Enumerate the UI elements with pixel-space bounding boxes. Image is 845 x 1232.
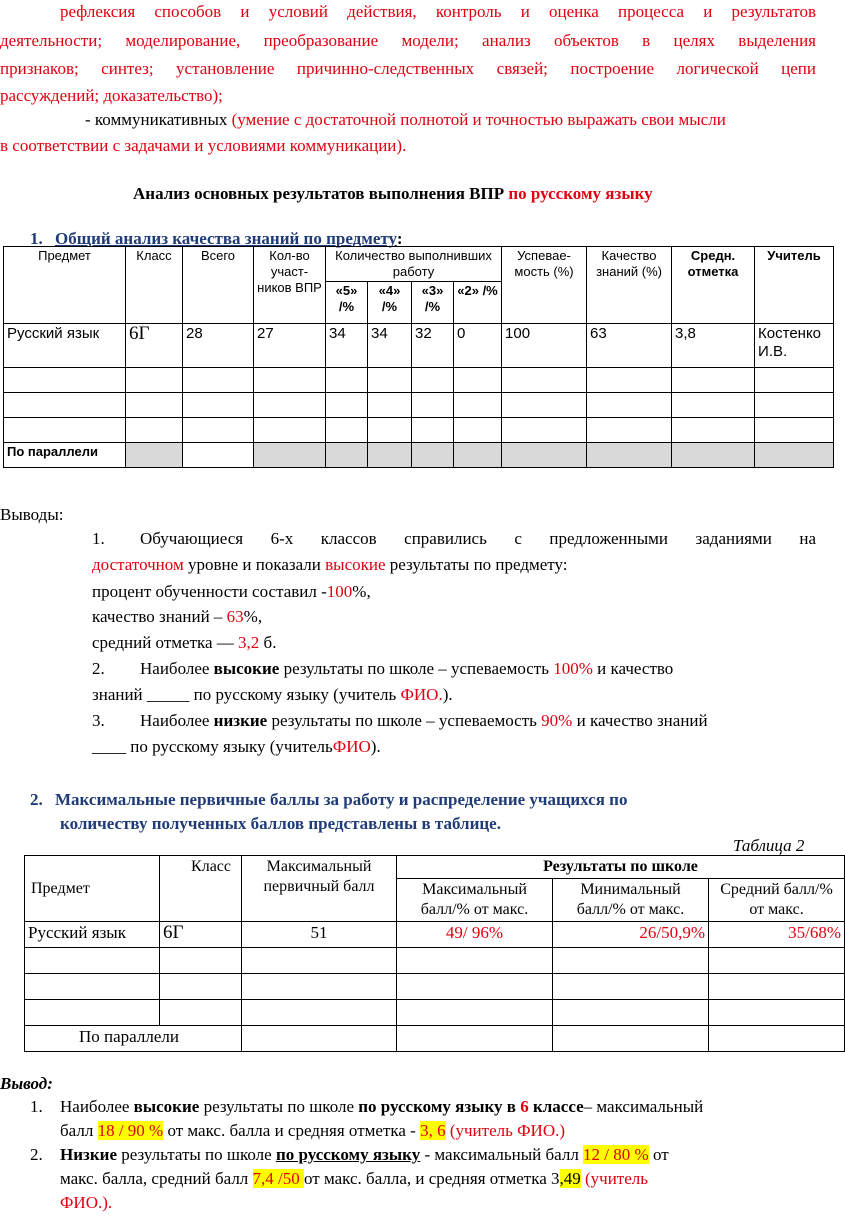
conclusion-2-b: результаты по школе – успеваемость bbox=[279, 659, 554, 678]
intro-comm-line-2: в соответствии с задачами и условиями коммуникации). bbox=[0, 136, 407, 155]
avg-suffix: б. bbox=[259, 633, 277, 652]
cell-g4: 34 bbox=[368, 324, 412, 368]
conclusion-2-a: Наиболее bbox=[140, 659, 214, 678]
c2-i1-c: – максимальный bbox=[583, 1097, 704, 1116]
header-teacher: Учитель bbox=[755, 247, 834, 324]
comm-red: (умение с достаточной полнотой и точностью выражать свои мысли bbox=[231, 110, 726, 129]
section1-number: 1. bbox=[30, 229, 43, 248]
conclusion-1-line-2 bbox=[92, 553, 568, 577]
conclusion-1-text: Обучающиеся 6-х классов справились с предложенными заданиями на bbox=[140, 529, 816, 548]
t2-header-max: Максимальный балл/% от макс. bbox=[397, 879, 553, 922]
conclusion-2-line-1 bbox=[92, 657, 673, 681]
t2-cell-max-primary: 51 bbox=[242, 922, 397, 948]
c2-item-1-line-2 bbox=[60, 1119, 565, 1143]
conclusion-3-a: Наиболее bbox=[140, 711, 214, 730]
c2-item-1-number: 1. bbox=[30, 1097, 43, 1116]
table-row bbox=[4, 418, 834, 443]
c2-i1-l2-hl: 18 / 90 % bbox=[97, 1121, 164, 1140]
cell-participants: 27 bbox=[254, 324, 326, 368]
header-g2: «2» /% bbox=[454, 282, 502, 324]
section2-heading-line-2: количеству полученных баллов представлены в таблице. bbox=[60, 814, 501, 833]
c2-item-2-line-2 bbox=[60, 1167, 648, 1191]
cell-teacher: Костенко И.В. bbox=[755, 324, 834, 368]
c2-i2-l2-a: макс. балла, средний балл bbox=[60, 1169, 253, 1188]
section2-title-1: Максимальные первичные баллы за работу и распределение учащихся по bbox=[55, 790, 628, 809]
c2-i1-l2-red: (учитель ФИО.) bbox=[445, 1121, 566, 1140]
cell-class: 6Г bbox=[126, 324, 183, 368]
c2-i2-l2-hl2: ,49 bbox=[559, 1169, 581, 1188]
c2-item-2-line-1 bbox=[30, 1143, 669, 1167]
table-row bbox=[25, 922, 845, 948]
table-row bbox=[4, 324, 834, 368]
conclusion-3-number: 3. bbox=[92, 711, 105, 730]
quality-value: 63 bbox=[226, 607, 244, 626]
intro-line-1: рефлексия способов и условий действия, контроль и оценка процесса и результатов bbox=[60, 2, 816, 21]
conclusion-1-number: 1. bbox=[92, 529, 105, 548]
t2-header-max-primary: Максимальный первичный балл bbox=[242, 856, 397, 922]
c2-i2-a: результаты по школе bbox=[117, 1145, 276, 1164]
cell-total: 28 bbox=[183, 324, 254, 368]
header-subject: Предмет bbox=[4, 247, 126, 324]
table-row bbox=[25, 948, 845, 974]
conclusion-3-bold: низкие bbox=[213, 711, 268, 730]
cell-subject: Русский язык bbox=[4, 324, 126, 368]
c2-i1-bold1: высокие bbox=[133, 1097, 200, 1116]
t2-cell-avg: 35/68% bbox=[709, 922, 845, 948]
table-row bbox=[25, 974, 845, 1000]
intro-line-3: признаков; синтез; установление причинно-следственных связей; построение логической цепи bbox=[0, 59, 816, 78]
c2-i1-red6: 6 bbox=[520, 1097, 529, 1116]
conclusion-3-b: результаты по школе – успеваемость bbox=[267, 711, 542, 730]
conclusion-2-line-2 bbox=[92, 683, 453, 707]
t2-parallel-label: По параллели bbox=[25, 1026, 242, 1052]
conclusion-1-line-1 bbox=[92, 527, 816, 551]
intro-comm-line bbox=[85, 108, 726, 132]
t2-header-subject: Предмет bbox=[25, 856, 160, 922]
c2-i2-l2-b: от макс. балла, и средняя отметка 3 bbox=[304, 1169, 560, 1188]
comm-prefix: - коммуникативных bbox=[85, 110, 232, 129]
table2-caption: Таблица 2 bbox=[733, 836, 805, 855]
c2-item-2-line-3: ФИО.). bbox=[60, 1193, 113, 1212]
t2-header-results: Результаты по школе bbox=[397, 856, 845, 879]
conclusion-1-mid: уровне и показали bbox=[183, 555, 326, 574]
c2-i2-l2-red: (учитель bbox=[580, 1169, 649, 1188]
parallel-row bbox=[25, 1026, 845, 1052]
success-suffix: %, bbox=[352, 582, 371, 601]
conclusion-2-l2-b: ). bbox=[442, 685, 453, 704]
conclusion-2-red: 100% bbox=[553, 659, 593, 678]
c2-i1-a: Наиболее bbox=[60, 1097, 134, 1116]
table-row bbox=[25, 1000, 845, 1026]
success-value: 100 bbox=[326, 582, 353, 601]
header-g5: «5» /% bbox=[326, 282, 368, 324]
conclusion-3-c: и качество знаний bbox=[572, 711, 708, 730]
table-row bbox=[4, 393, 834, 418]
t2-cell-max: 49/ 96% bbox=[397, 922, 553, 948]
c2-i1-l2-a: балл bbox=[60, 1121, 98, 1140]
success-prefix: процент обученности составил - bbox=[92, 582, 327, 601]
t2-header-min: Минимальный балл/% от макс. bbox=[553, 879, 709, 922]
conclusion-2-c: и качество bbox=[592, 659, 674, 678]
cell-success: 100 bbox=[502, 324, 587, 368]
quality-suffix: %, bbox=[243, 607, 263, 626]
results-table bbox=[3, 246, 834, 468]
intro-line-2: деятельности; моделирование, преобразование модели; анализ объектов в целях выделения bbox=[0, 31, 816, 50]
c2-i2-bold1: Низкие bbox=[60, 1145, 117, 1164]
t2-cell-class: 6Г bbox=[160, 922, 242, 948]
conclusions-label: Выводы: bbox=[0, 505, 64, 524]
parallel-label: По параллели bbox=[4, 443, 126, 468]
conclusion-3-red: 90% bbox=[541, 711, 573, 730]
cell-quality: 63 bbox=[587, 324, 672, 368]
c2-item-2-number: 2. bbox=[30, 1145, 43, 1164]
section1-title: Общий анализ качества знаний по предмету bbox=[55, 229, 397, 248]
c2-i2-b: - максимальный балл bbox=[420, 1145, 584, 1164]
conclusion-2-l2-red: ФИО. bbox=[400, 685, 443, 704]
intro-line-4: рассуждений; доказательство); bbox=[0, 86, 223, 105]
page-title bbox=[133, 182, 653, 206]
success-line bbox=[92, 580, 371, 604]
avg-line bbox=[92, 631, 276, 655]
header-g3: «3» /% bbox=[412, 282, 454, 324]
t2-cell-subject: Русский язык bbox=[25, 922, 160, 948]
quality-prefix: качество знаний – bbox=[92, 607, 227, 626]
c2-i1-bold2: по русскому языку в bbox=[358, 1097, 521, 1116]
c2-i2-bold2: по русскому языку bbox=[275, 1145, 421, 1164]
c2-i1-l2-b: от макс. балла и средняя отметка - bbox=[163, 1121, 421, 1140]
conclusion-2-l2-a: знаний _____ по русскому языку (учитель bbox=[92, 685, 401, 704]
conclusion-2-bold: высокие bbox=[213, 659, 280, 678]
quality-line bbox=[92, 605, 262, 629]
scores-table bbox=[24, 855, 845, 1052]
avg-value: 3,2 bbox=[238, 633, 260, 652]
conclusion2-label: Вывод: bbox=[0, 1074, 53, 1093]
c2-i2-l2-hl: 7,4 /50 bbox=[252, 1169, 305, 1188]
conclusion-3-l2-a: ____ по русскому языку (учитель bbox=[92, 737, 333, 756]
t2-header-class: Класс bbox=[160, 856, 242, 922]
c2-i2-hl: 12 / 80 % bbox=[583, 1145, 649, 1164]
conclusion-2-number: 2. bbox=[92, 659, 105, 678]
header-class: Класс bbox=[126, 247, 183, 324]
c2-i1-l2-hl2: 3, 6 bbox=[420, 1121, 446, 1140]
section2-heading-line-1 bbox=[30, 788, 627, 812]
conclusion-1-end: результаты по предмету: bbox=[385, 555, 568, 574]
table-row bbox=[4, 368, 834, 393]
title-black: Анализ основных результатов выполнения ВПР bbox=[133, 184, 509, 203]
c2-item-1-line-1 bbox=[30, 1095, 703, 1119]
t2-cell-min: 26/50,9% bbox=[553, 922, 709, 948]
cell-avg: 3,8 bbox=[672, 324, 755, 368]
header-participants: Кол-во участ-ников ВПР bbox=[254, 247, 326, 324]
avg-prefix: средний отметка — bbox=[92, 633, 239, 652]
section1-colon: : bbox=[396, 229, 403, 248]
c2-i1-b: результаты по школе bbox=[199, 1097, 359, 1116]
header-success: Успевае-мость (%) bbox=[502, 247, 587, 324]
parallel-row bbox=[4, 443, 834, 468]
header-count: Количество выполнивших работу bbox=[326, 247, 502, 282]
t2-header-avg: Средний балл/% от макс. bbox=[709, 879, 845, 922]
section2-number: 2. bbox=[30, 790, 43, 809]
header-quality: Качество знаний (%) bbox=[587, 247, 672, 324]
cell-g3: 32 bbox=[412, 324, 454, 368]
conclusion-1-red-2: высокие bbox=[325, 555, 386, 574]
c2-i2-c: от bbox=[648, 1145, 669, 1164]
conclusion-3-line-1 bbox=[92, 709, 708, 733]
cell-g2: 0 bbox=[454, 324, 502, 368]
cell-g5: 34 bbox=[326, 324, 368, 368]
conclusion-3-l2-b: ). bbox=[370, 737, 381, 756]
conclusion-3-line-2 bbox=[92, 735, 381, 759]
header-g4: «4» /% bbox=[368, 282, 412, 324]
title-red: по русскому языку bbox=[508, 184, 653, 203]
header-total: Всего bbox=[183, 247, 254, 324]
c2-i1-bold3: классе bbox=[528, 1097, 584, 1116]
conclusion-1-red-1: достаточном bbox=[92, 555, 184, 574]
header-avg: Средн. отметка bbox=[672, 247, 755, 324]
conclusion-3-l2-red: ФИО bbox=[332, 737, 371, 756]
